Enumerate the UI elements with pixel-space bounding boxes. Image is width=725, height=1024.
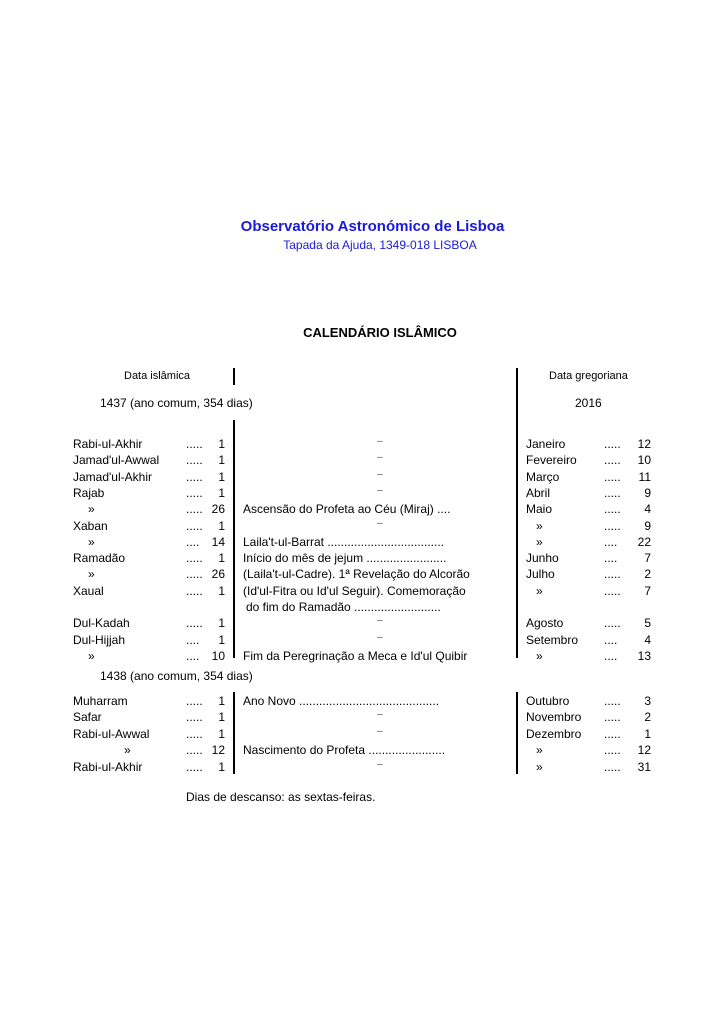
gregorian-dots: ..... — [604, 502, 621, 517]
observatory-address: Tapada da Ajuda, 1349-018 LISBOA — [283, 238, 477, 252]
event-text: – — [377, 615, 383, 627]
islamic-day: 1 — [218, 710, 225, 725]
islamic-dots: ..... — [186, 551, 203, 566]
islamic-month: Dul-Hijjah — [73, 632, 126, 647]
islamic-dots: ..... — [186, 518, 203, 533]
gregorian-month: Agosto — [526, 616, 564, 631]
gregorian-dots: ..... — [604, 453, 621, 468]
gregorian-month: Dezembro — [526, 726, 582, 741]
event-text: – — [377, 436, 383, 447]
islamic-month: Jamad'ul-Akhir — [73, 469, 152, 484]
islamic-day: 26 — [211, 567, 225, 582]
gregorian-month: Julho — [526, 567, 555, 582]
islamic-dots: .... — [186, 632, 200, 647]
islamic-day: 1 — [218, 453, 225, 468]
gregorian-dots: .... — [604, 534, 618, 549]
islamic-month: Rajab — [73, 485, 105, 500]
event-text: Fim da Peregrinação a Meca e Id'ul Quibir — [243, 648, 468, 663]
gregorian-dots: ..... — [604, 726, 621, 741]
islamic-dots: ..... — [186, 485, 203, 500]
event-text: Laila't-ul-Barrat ................................... — [243, 534, 445, 549]
gregorian-month: » — [536, 743, 543, 758]
gregorian-day: 3 — [644, 694, 651, 708]
gregorian-month: » — [536, 534, 543, 549]
divider-line-right-1 — [516, 368, 518, 658]
islamic-dots: ..... — [186, 583, 203, 598]
islamic-day: 1 — [218, 469, 225, 484]
islamic-day: 1 — [218, 694, 225, 708]
islamic-dots: ..... — [186, 743, 203, 758]
islamic-year-1437: 1437 (ano comum, 354 dias) — [100, 396, 253, 410]
event-text: (Id'ul-Fitra ou Id'ul Seguir). Comemoração — [243, 583, 466, 598]
islamic-day: 1 — [218, 583, 225, 598]
event-text: Ano Novo .......................................... — [243, 694, 440, 708]
islamic-dots: .... — [186, 648, 200, 663]
islamic-dots: ..... — [186, 694, 203, 708]
gregorian-day: 9 — [644, 518, 651, 533]
islamic-day: 10 — [211, 648, 225, 663]
islamic-day: 1 — [218, 485, 225, 500]
gregorian-month: Abril — [526, 485, 551, 500]
gregorian-day: 7 — [644, 583, 651, 598]
gregorian-month: Novembro — [526, 710, 582, 725]
divider-line-left-1 — [233, 420, 235, 658]
islamic-day: 1 — [218, 551, 225, 566]
gregorian-dots: .... — [604, 648, 618, 663]
islamic-day: 1 — [218, 726, 225, 741]
gregorian-dots: ..... — [604, 583, 621, 598]
islamic-day: 1 — [218, 616, 225, 631]
islamic-day: 1 — [218, 632, 225, 647]
gregorian-month: » — [536, 583, 543, 598]
gregorian-day: 4 — [644, 632, 651, 647]
islamic-month: Xaban — [73, 518, 108, 533]
gregorian-month: » — [536, 518, 543, 533]
islamic-day: 1 — [218, 437, 225, 451]
islamic-month: Jamad'ul-Awwal — [73, 453, 160, 468]
col-header-islamic: Data islâmica — [124, 370, 191, 382]
event-text: – — [377, 758, 383, 770]
islamic-month: » — [124, 743, 131, 758]
divider-line-left-2 — [233, 692, 235, 774]
event-text: Nascimento do Profeta ....................... — [243, 743, 446, 758]
islamic-day: 26 — [211, 502, 225, 517]
islamic-month: Rabi-ul-Awwal — [73, 726, 150, 741]
gregorian-day: 10 — [637, 453, 651, 468]
gregorian-month: » — [536, 759, 543, 774]
gregorian-month: Janeiro — [526, 437, 566, 451]
gregorian-day: 13 — [637, 648, 651, 663]
gregorian-month: Junho — [526, 551, 559, 566]
gregorian-day: 5 — [644, 616, 651, 631]
gregorian-dots: ..... — [604, 694, 621, 708]
col-header-gregorian: Data gregoriana — [549, 370, 628, 382]
islamic-day: 1 — [218, 518, 225, 533]
islamic-month: Safar — [73, 710, 102, 725]
event-text: Ascensão do Profeta ao Céu (Miraj) .... — [243, 502, 451, 517]
gregorian-day: 2 — [644, 567, 651, 582]
islamic-dots: ..... — [186, 469, 203, 484]
event-text: – — [377, 517, 383, 529]
islamic-dots: ..... — [186, 437, 203, 451]
gregorian-dots: ..... — [604, 437, 621, 451]
divider-line-right-2 — [516, 692, 518, 774]
islamic-day: 14 — [211, 534, 225, 549]
gregorian-day: 7 — [644, 551, 651, 566]
gregorian-dots: ..... — [604, 710, 621, 725]
islamic-dots: ..... — [186, 726, 203, 741]
islamic-dots: ..... — [186, 502, 203, 517]
islamic-dots: ..... — [186, 616, 203, 631]
islamic-month: Muharram — [73, 694, 128, 708]
islamic-year-1438: 1438 (ano comum, 354 dias) — [100, 669, 253, 683]
event-text: do fim do Ramadão .......................... — [246, 600, 441, 614]
gregorian-day: 22 — [637, 534, 651, 549]
event-text: – — [377, 484, 383, 496]
islamic-dots: ..... — [186, 710, 203, 725]
islamic-dots: ..... — [186, 453, 203, 468]
gregorian-month: Setembro — [526, 632, 579, 647]
gregorian-dots: ..... — [604, 567, 621, 582]
gregorian-year: 2016 — [575, 396, 602, 410]
islamic-day: 12 — [211, 743, 225, 758]
observatory-title: Observatório Astronómico de Lisboa — [240, 218, 505, 235]
event-text: – — [377, 709, 383, 721]
gregorian-dots: ..... — [604, 485, 621, 500]
rest-days-note: Dias de descanso: as sextas-feiras. — [186, 790, 376, 804]
gregorian-day: 12 — [637, 437, 651, 451]
islamic-month: » — [88, 648, 95, 663]
islamic-month: » — [88, 502, 95, 517]
event-text: – — [377, 468, 383, 480]
gregorian-day: 2 — [644, 710, 651, 725]
gregorian-month: » — [536, 648, 543, 663]
event-text: (Laila't-ul-Cadre). 1ª Revelação do Alcorão — [243, 567, 470, 582]
islamic-month: » — [88, 534, 95, 549]
gregorian-month: Fevereiro — [526, 453, 577, 468]
gregorian-month: Outubro — [526, 694, 570, 708]
islamic-month: Ramadão — [73, 551, 126, 566]
islamic-dots: .... — [186, 534, 200, 549]
gregorian-day: 4 — [644, 502, 651, 517]
gregorian-dots: ..... — [604, 616, 621, 631]
gregorian-month: Março — [526, 469, 560, 484]
event-text: Início do mês de jejum ........................ — [243, 551, 447, 566]
gregorian-dots: .... — [604, 632, 618, 647]
islamic-month: Rabi-ul-Akhir — [73, 437, 143, 451]
gregorian-dots: .... — [604, 551, 618, 566]
gregorian-month: Maio — [526, 502, 553, 517]
gregorian-day: 31 — [637, 759, 651, 774]
islamic-dots: ..... — [186, 567, 203, 582]
gregorian-dots: ..... — [604, 518, 621, 533]
gregorian-day: 9 — [644, 485, 651, 500]
gregorian-dots: ..... — [604, 759, 621, 774]
event-text: – — [377, 631, 383, 643]
islamic-month: Xaual — [73, 583, 104, 598]
islamic-month: » — [88, 567, 95, 582]
gregorian-day: 1 — [644, 726, 651, 741]
islamic-day: 1 — [218, 759, 225, 774]
gregorian-day: 12 — [637, 743, 651, 758]
event-text: – — [377, 725, 383, 737]
gregorian-day: 11 — [638, 469, 651, 484]
event-text: – — [377, 452, 383, 464]
gregorian-dots: ..... — [604, 469, 621, 484]
gregorian-dots: ..... — [604, 743, 621, 758]
islamic-month: Rabi-ul-Akhir — [73, 759, 143, 774]
calendar-title: CALENDÁRIO ISLÂMICO — [303, 325, 457, 340]
islamic-month: Dul-Kadah — [73, 616, 130, 631]
divider-line-left-top — [233, 368, 235, 385]
islamic-dots: ..... — [186, 759, 203, 774]
